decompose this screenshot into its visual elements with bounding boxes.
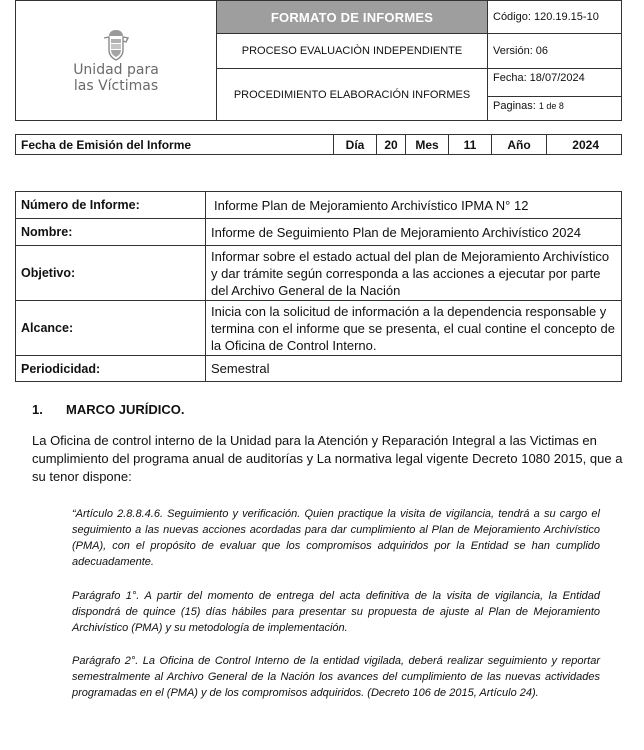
table-row — [16, 301, 622, 356]
table-row — [16, 192, 622, 219]
year-value: 2024 — [547, 135, 622, 155]
document-header — [15, 0, 622, 121]
name-value: Informe de Seguimiento Plan de Mejoramiento Archivístico 2024 — [206, 219, 622, 246]
year-label: Año — [492, 135, 547, 155]
process-name: PROCESO EVALUACIÒN INDEPENDIENTE — [217, 34, 488, 69]
day-value: 20 — [377, 135, 406, 155]
table-row — [16, 219, 622, 246]
logo-line-2: las Víctimas — [73, 77, 159, 94]
quote-article: “Artículo 2.8.8.4.6. Seguimiento y verificación. Quien practique la visita de vigilancia, tendrá a su cargo el seguimiento a las nuevas acciones acordadas para dar cumplimiento al Plan de Mejoramiento Archivístico (PMA), con el propósito de evaluar que los compromisos adquiridos por la Entidad se han cumplido adecuadamente. — [72, 508, 600, 568]
section-number: 1. — [32, 402, 43, 417]
quote-paragraph-2: Parágrafo 2°. La Oficina de Control Interno de la entidad vigilada, deberá realizar seguimiento y reportar semestralmente al Archivo General de la Nación los avances del cumplimiento de las nuevas actividades programadas en el (PMA) y de los compromisos adquiridos. (Decreto 106 de 2015, Artículo 24). — [72, 655, 600, 699]
objective-label: Objetivo: — [16, 246, 206, 301]
unidad-victimas-logo — [16, 28, 216, 94]
periodicity-label: Periodicidad: — [16, 356, 206, 382]
version-field: Versión: 06 — [488, 34, 622, 69]
section-heading — [32, 402, 184, 417]
scope-value: Inicia con la solicitud de información a la dependencia responsable y termina con el informe que se presenta, el cual contine el concepto de la Oficina de Control Interno. — [206, 301, 622, 356]
emission-date-row — [15, 134, 622, 155]
intro-paragraph: La Oficina de control interno de la Unidad para la Atención y Reparación Integral a las Victimas en cumplimiento del programa anual de auditorías y La normativa legal vigente Decreto 1080 2015, que a su tenor dispone: — [32, 433, 623, 484]
month-value: 11 — [449, 135, 492, 155]
name-label: Nombre: — [16, 219, 206, 246]
section-title: MARCO JURÍDICO. — [66, 402, 185, 417]
procedure-name: PROCEDIMIENTO ELABORACIÓN INFORMES — [217, 69, 488, 121]
scope-label: Alcance: — [16, 301, 206, 356]
logo-cell — [16, 1, 217, 121]
report-info-table — [15, 191, 622, 382]
pages-label: Paginas: — [493, 100, 536, 112]
emission-label: Fecha de Emisión del Informe — [16, 135, 334, 155]
quote-paragraph-1: Parágrafo 1°. A partir del momento de entrega del acta definitiva de la visita de vigilancia, la Entidad dispondrá de quince (15) días hábiles para presentar su propuesta de ajuste al Plan de Mejoramiento Archivístico (PMA) y su metodología de implementación. — [72, 590, 600, 634]
objective-value: Informar sobre el estado actual del plan de Mejoramiento Archivístico y dar trámite según corresponda a las acciones a ejecutar por parte del Archivo General de la Nación — [206, 246, 622, 301]
date-field: Fecha: 18/07/2024 — [488, 69, 622, 97]
code-field: Código: 120.19.15-10 — [488, 1, 622, 34]
report-number-value: Informe Plan de Mejoramiento Archivístico IPMA N° 12 — [206, 192, 622, 219]
pages-value: 1 de 8 — [538, 101, 564, 111]
report-number-label: Número de Informe: — [16, 192, 206, 219]
logo-line-1: Unidad para — [73, 61, 159, 78]
form-title: FORMATO DE INFORMES — [217, 1, 488, 34]
periodicity-value: Semestral — [206, 356, 622, 382]
table-row — [16, 246, 622, 301]
pages-field — [488, 97, 622, 121]
table-row — [16, 356, 622, 382]
day-label: Día — [334, 135, 377, 155]
coat-of-arms-icon — [101, 28, 131, 62]
month-label: Mes — [406, 135, 449, 155]
